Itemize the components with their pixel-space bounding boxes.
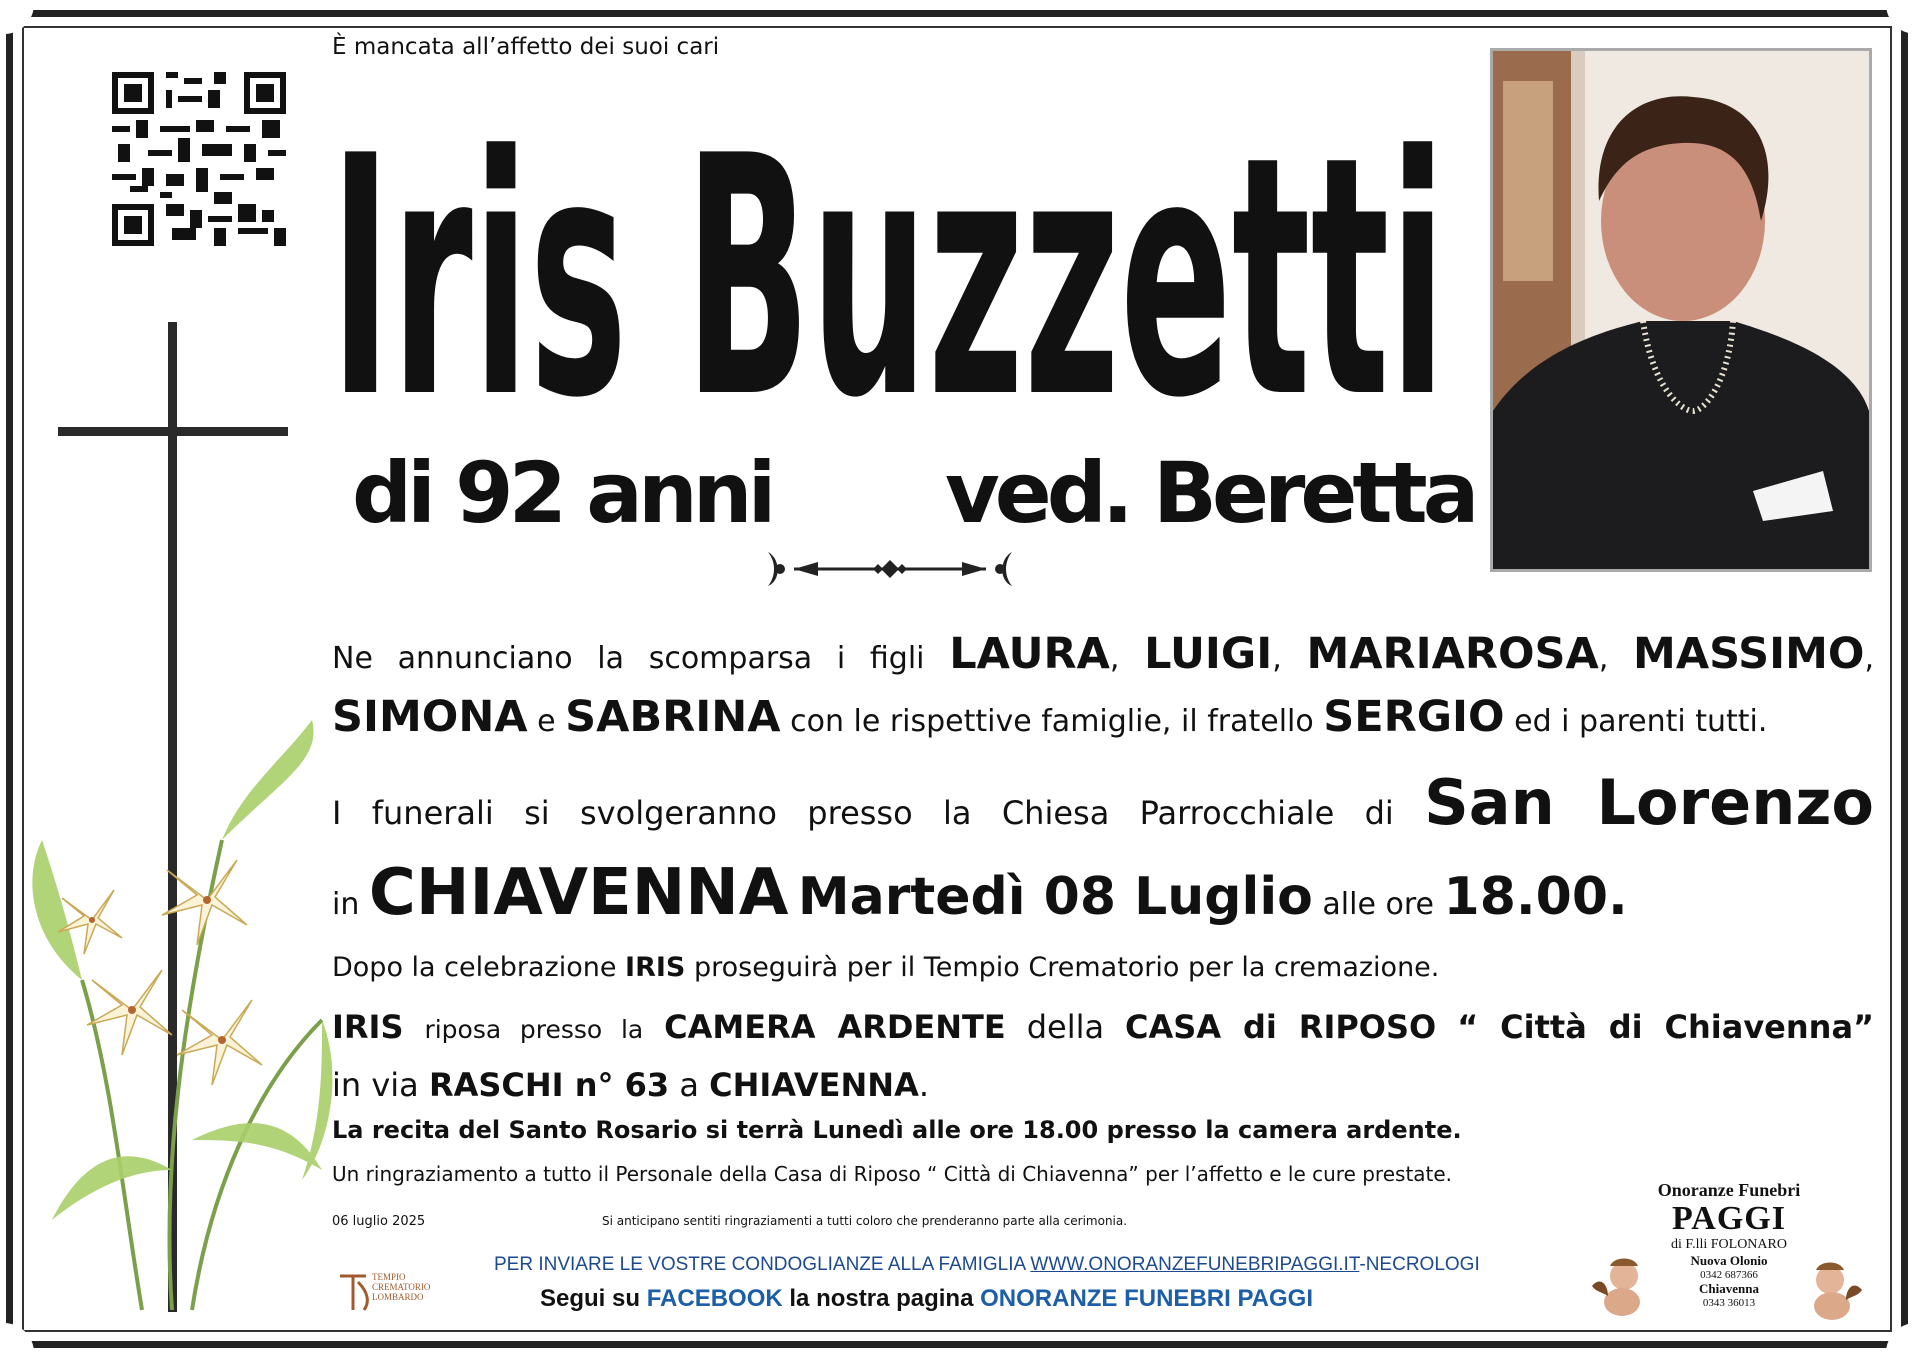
deceased-name	[330, 92, 1446, 442]
lead-text: È mancata all’affetto dei suoi cari	[332, 34, 720, 60]
publication-date: 06 luglio 2025	[332, 1214, 426, 1229]
cherub-left-icon	[1586, 1252, 1656, 1322]
lilies-decoration-icon	[22, 720, 352, 1320]
portrait-photo	[1490, 48, 1872, 572]
brother-name: SERGIO	[1323, 692, 1505, 742]
funeral-line-2: in CHIAVENNA Martedì 08 Luglio alle ore 18.00.	[332, 856, 1628, 930]
facebook-link[interactable]: FACEBOOK	[646, 1285, 783, 1312]
qr-code-icon[interactable]	[112, 72, 286, 246]
child-name: SIMONA	[332, 692, 528, 742]
age-text: di 92 anni	[352, 444, 772, 542]
paggi-logo: Onoranze Funebri PAGGI di F.lli FOLONARO Nuova Olonio 0342 687366 Chiavenna 0343 36013	[1657, 1180, 1801, 1309]
child-name: LAURA	[949, 629, 1110, 679]
tempio-crematorio-logo-text: TEMPIO CREMATORIO LOMBARDO	[372, 1272, 431, 1302]
child-name: SABRINA	[565, 692, 781, 742]
resting-line-2: in via RASCHI n° 63 a CHIAVENNA.	[332, 1066, 930, 1104]
funeral-date: Martedì 08 Luglio	[797, 867, 1313, 927]
town-name: CHIAVENNA	[368, 856, 789, 930]
facebook-page-link[interactable]: ONORANZE FUNEBRI PAGGI	[980, 1285, 1314, 1312]
church-name: San Lorenzo	[1424, 766, 1875, 839]
ornament-divider-icon	[758, 540, 1022, 598]
after-ceremony-text: Dopo la celebrazione IRIS proseguirà per il Tempio Crematorio per la cremazione.	[332, 952, 1440, 983]
thanks-text: Un ringraziamento a tutto il Personale della Casa di Riposo “ Città di Chiavenna” per l’affetto e le cure prestate.	[332, 1162, 1453, 1186]
announcement-line-2: SIMONA e SABRINA con le rispettive famiglie, il fratello SERGIO ed i parenti tutti.	[332, 692, 1768, 742]
condolences-line: PER INVIARE LE VOSTRE CONDOGLIANZE ALLA FAMIGLIA WWW.ONORANZEFUNEBRIPAGGI.IT-NECROLOGI	[494, 1254, 1480, 1275]
cherub-right-icon	[1798, 1256, 1868, 1326]
website-link[interactable]: WWW.ONORANZEFUNEBRIPAGGI.IT	[1030, 1254, 1360, 1275]
child-name: LUIGI	[1144, 629, 1273, 679]
announcement-line-1: Ne annunciano la scomparsa i figli LAURA, LUIGI, MARIAROSA, MASSIMO,	[332, 629, 1875, 679]
advance-thanks-text: Si anticipano sentiti ringraziamenti a tutti coloro che prenderanno parte alla cerimonia.	[602, 1214, 1128, 1228]
resting-line-1: IRIS riposa presso la CAMERA ARDENTE della CASA di RIPOSO “ Città di Chiavenna”	[332, 1008, 1875, 1046]
follow-line: Segui su FACEBOOK la nostra pagina ONORANZE FUNEBRI PAGGI	[540, 1285, 1314, 1312]
funeral-time: 18.00.	[1443, 867, 1628, 927]
deceased-name-text: Iris Buzzetti	[330, 92, 1446, 442]
cross-horizontal	[58, 427, 288, 436]
funeral-line-1: I funerali si svolgeranno presso la Chiesa Parrocchiale di San Lorenzo	[332, 766, 1875, 839]
child-name: MASSIMO	[1633, 629, 1865, 679]
child-name: MARIAROSA	[1306, 629, 1599, 679]
rosary-text: La recita del Santo Rosario si terrà Lunedì alle ore 18.00 presso la camera ardente.	[332, 1116, 1462, 1144]
widow-text: ved. Beretta	[945, 444, 1475, 542]
